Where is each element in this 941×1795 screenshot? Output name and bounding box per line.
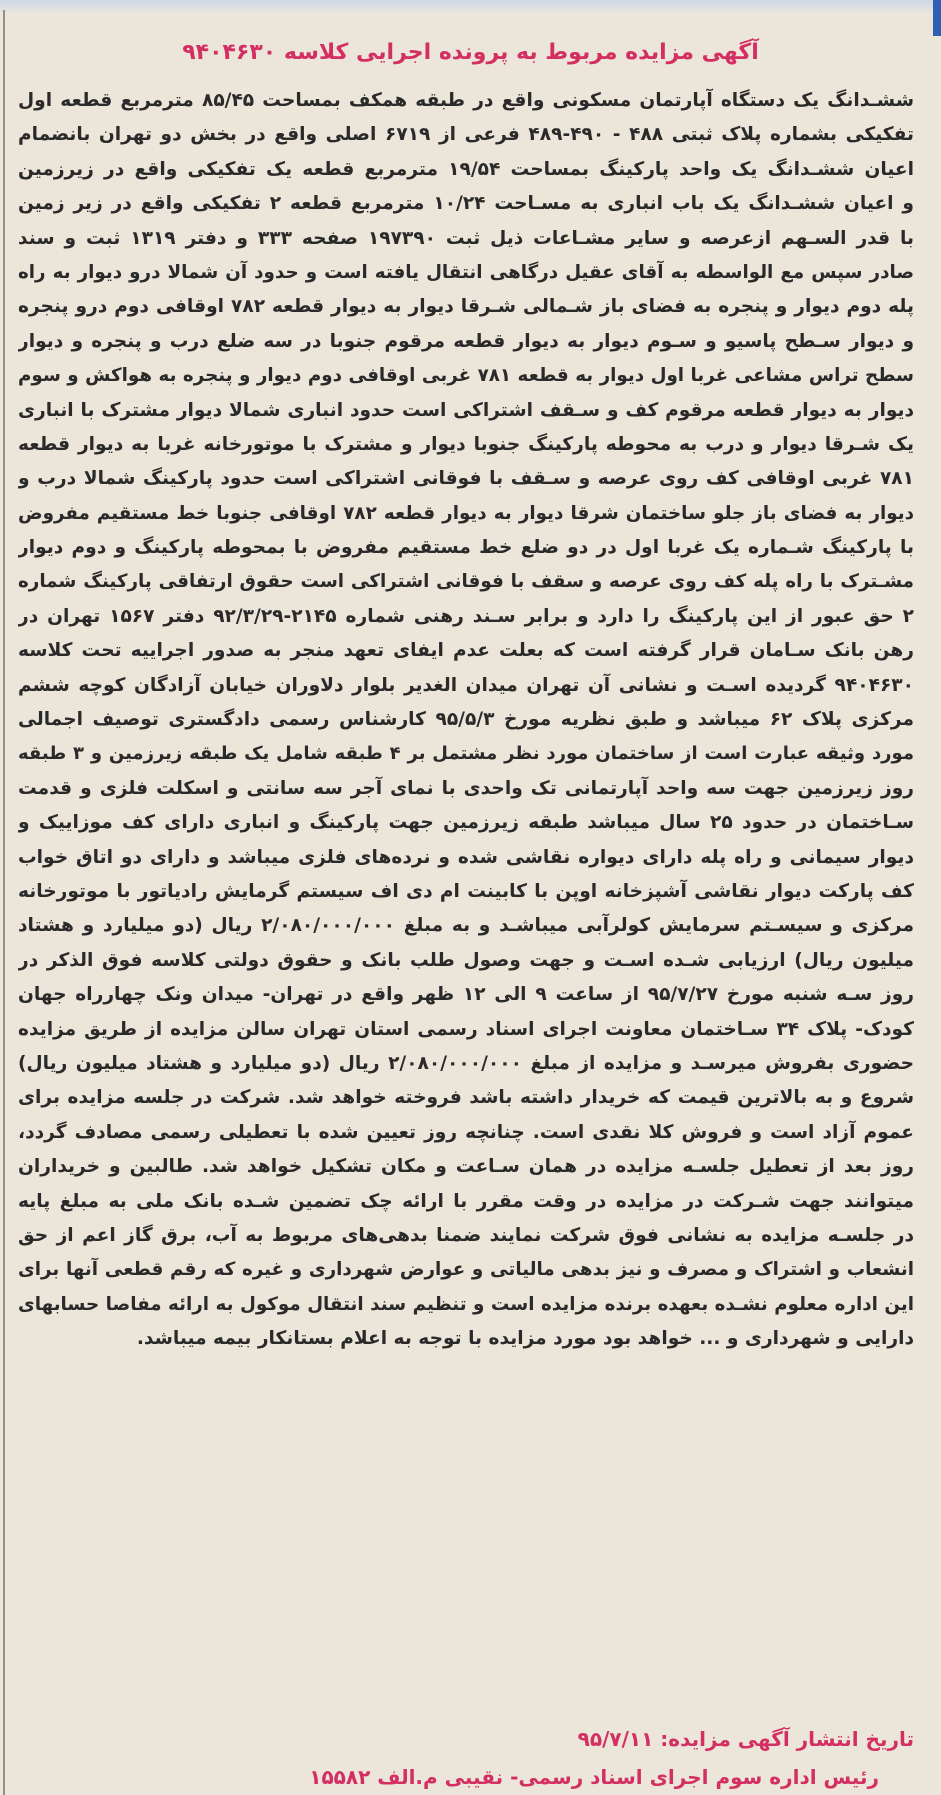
notice-line: روز بعد از تعطیل جلسـه مزایده در همان سـاعت و مکان تشکیل خواهد شد. طالبین و خریداران — [18, 1156, 914, 1178]
notice-line: مرکزی پلاک ۶۲ میباشد و طبق نظریه مورخ ۹۵/۵/۳ کارشناس رسمی دادگستری توصیف اجمالی — [18, 709, 914, 731]
notice-body — [18, 84, 914, 1356]
notice-line: تفکیکی بشماره پلاک ثبتی ۴۸۸ - ۴۹۰-۴۸۹ فرعی از ۶۷۱۹ اصلی واقع در بخش دو تهران بانضمام — [18, 124, 914, 146]
notice-line: یک شـرقا دیوار و درب به محوطه پارکینگ جنوبا دیوار و مشترک با موتورخانه غربا به دیوار قطعه — [18, 433, 914, 455]
notice-line: صادر سپس مع الواسطه به آقای عقیل درگاهی انتقال یافته است و حدود آن شمالا درو دیوار به راه — [18, 261, 914, 283]
top-border — [0, 0, 941, 12]
notice-line: دارایی و شهرداری و ... خواهد بود مورد مزایده با توجه به اعلام بستانکار بیمه میباشد. — [136, 1328, 914, 1350]
notice-line: اعیان ششـدانگ یک واحد پارکینگ بمساحت ۱۹/۵۴ مترمربع قطعه یک تفکیکی واقع در زیرزمین — [18, 158, 914, 180]
notice-line: دیوار به فضای باز جلو ساختمان شرقا دیوار به دیوار قطعه ۷۸۲ اوقافی جنوبا خط مستقیم مفروض — [18, 502, 914, 524]
notice-line: مورد وثیقه عبارت است از ساختمان مورد نظر مشتمل بر ۴ طبقه شامل یک طبقه زیرزمین و ۳ طبقه — [18, 743, 914, 765]
notice-line: با قدر السـهم ازعرصه و سایر مشـاعات ذیل ثبت ۱۹۷۳۹۰ صفحه ۳۳۳ و دفتر ۱۳۱۹ ثبت و سند — [18, 227, 914, 249]
notice-line: پله دوم دیوار و پنجره به فضای باز شـمالی شـرقا دیوار به دیوار قطعه ۷۸۲ اوقافی دوم درو پنجره — [18, 296, 914, 318]
notice-line: ۲ حق عبور از این پارکینگ را دارد و برابر سـند رهنی شماره ۲۱۴۵-۹۲/۳/۲۹ دفتر ۱۵۶۷ تهران در — [18, 605, 914, 627]
notice-line: حضوری بفروش میرسـد و مزایده از مبلغ ۲/۰۸۰/۰۰۰/۰۰۰ ریال (دو میلیارد و هشتاد میلیون ریال) — [18, 1052, 914, 1074]
notice-line: در جلسـه مزایده به نشانی فوق شرکت نمایند ضمنا بدهی‌های مربوط به آب، برق گاز اعم از حق — [18, 1224, 914, 1246]
notice-line: رهن بانک سـامان قرار گرفته است که بعلت عدم ایفای تعهد منجر به صدور اجراییه تحت کلاسه — [18, 640, 914, 662]
notice-line: دیوار سیمانی و راه پله دارای دیواره نقاشی شده و نرده‌های فلزی میباشد و دارای دو اتاق خواب — [18, 846, 914, 868]
notice-line: مشـترک با راه پله کف روی عرصه و سقف با فوقانی اشتراکی است حقوق ارتفاقی پارکینگ شماره — [18, 571, 914, 593]
corner-marker — [933, 0, 941, 36]
notice-line: و اعیان ششـدانگ یک باب انباری به مسـاحت ۱۰/۲۴ مترمربع قطعه ۲ تفکیکی واقع در زیر زمین — [18, 193, 914, 215]
publish-date: تاریخ انتشار آگهی مزایده: ۹۵/۷/۱۱ — [577, 1727, 914, 1751]
notice-line: ۷۸۱ غربی اوقافی کف روی عرصه و سـقف با فوقانی اشتراکی است حدود پارکینگ شمالا درب و — [18, 468, 914, 490]
notice-line: مرکزی و سیسـتم سرمایش کولرآبی میباشـد و به مبلغ ۲/۰۸۰/۰۰۰/۰۰۰ ریال (دو میلیارد و هشتاد — [18, 915, 914, 937]
notice-line: سطح تراس مشاعی غربا اول دیوار به قطعه ۷۸۱ غربی اوقافی دوم دیوار و پنجره به هواکش و سوم — [18, 365, 914, 387]
notice-line: کف پارکت دیوار نقاشی آشپزخانه اوپن با کابینت ام دی اف سیستم گرمایش رادیاتور با موتورخانه — [18, 880, 914, 902]
notice-line: روز سـه شنبه مورخ ۹۵/۷/۲۷ از ساعت ۹ الی ۱۲ ظهر واقع در تهران- میدان ونک چهارراه جهان — [18, 984, 914, 1006]
notice-line: ششـدانگ یک دستگاه آپارتمان مسکونی واقع در طبقه همکف بمساحت ۸۵/۴۵ مترمربع قطعه اول — [18, 90, 914, 111]
notice-line: با پارکینگ شـماره یک غربا اول در دو ضلع خط مستقیم مفروض با بمحوطه پارکینگ و دوم دیوار — [18, 537, 914, 559]
notice-line: شروع و به بالاترین قیمت که خریدار داشته باشد فروخته خواهد شد. شرکت در جلسه مزایده برای — [18, 1087, 914, 1109]
notice-line: و دیوار سـطح پاسیو و سـوم دیوار به دیوار قطعه مرقوم جنوبا در سه ضلع درب و پنجره و دیوار — [18, 330, 914, 352]
notice-line: سـاختمان در حدود ۲۵ سال میباشد طبقه زیرزمین جهت پارکینگ و انباری دارای کف موزاییک و — [18, 812, 914, 834]
notice-line: ۹۴۰۴۶۳۰ گردیده اسـت و نشانی آن تهران میدان الغدیر بلوار دلاوران خیابان آزادگان کوچه ششم — [18, 674, 914, 696]
notice-line: کودک- پلاک ۳۴ سـاختمان معاونت اجرای اسناد رسمی استان تهران سالن مزایده از طریق مزایده — [18, 1018, 914, 1040]
notice-line: این اداره معلوم نشـده بعهده برنده مزایده است و تنظیم سند انتقال موکول به ارائه مفاصا حسابهای — [18, 1293, 914, 1315]
notice-line: روز زیرزمین جهت سه واحد آپارتمانی تک واحدی با نمای آجر سه سانتی و اسکلت فلزی و قدمت — [18, 777, 914, 799]
notice-title: آگهی مزایده مربوط به پرونده اجرایی کلاسه ۹۴۰۴۶۳۰ — [182, 40, 759, 65]
notice-line: عموم آزاد است و فروش کلا نقدی است. چنانچه روز تعیین شده با تعطیلی رسمی مصادف گردد، — [18, 1121, 914, 1143]
notice-line: انشعاب و اشتراک و مصرف و نیز بدهی مالیاتی و عوارض شهرداری و غیره که رقم قطعی آنها برای — [18, 1259, 914, 1281]
left-border — [3, 10, 5, 1795]
notice-line: میتوانند جهت شـرکت در مزایده در وقت مقرر با ارائه چک تضمین شـده بانک ملی به مبلغ پایه — [18, 1190, 914, 1212]
signature-line: رئیس اداره سوم اجرای اسناد رسمی- نقیبی م.الف ۱۵۵۸۲ — [309, 1765, 879, 1789]
notice-line: میلیون ریال) ارزیابی شـده اسـت و جهت وصول طلب بانک و حقوق دولتی کلاسه فوق الذکر در — [18, 949, 914, 971]
notice-line: دیوار به دیوار قطعه مرقوم کف و سـقف اشتراکی است حدود انباری شمالا دیوار مشترک با انباری — [18, 399, 914, 421]
